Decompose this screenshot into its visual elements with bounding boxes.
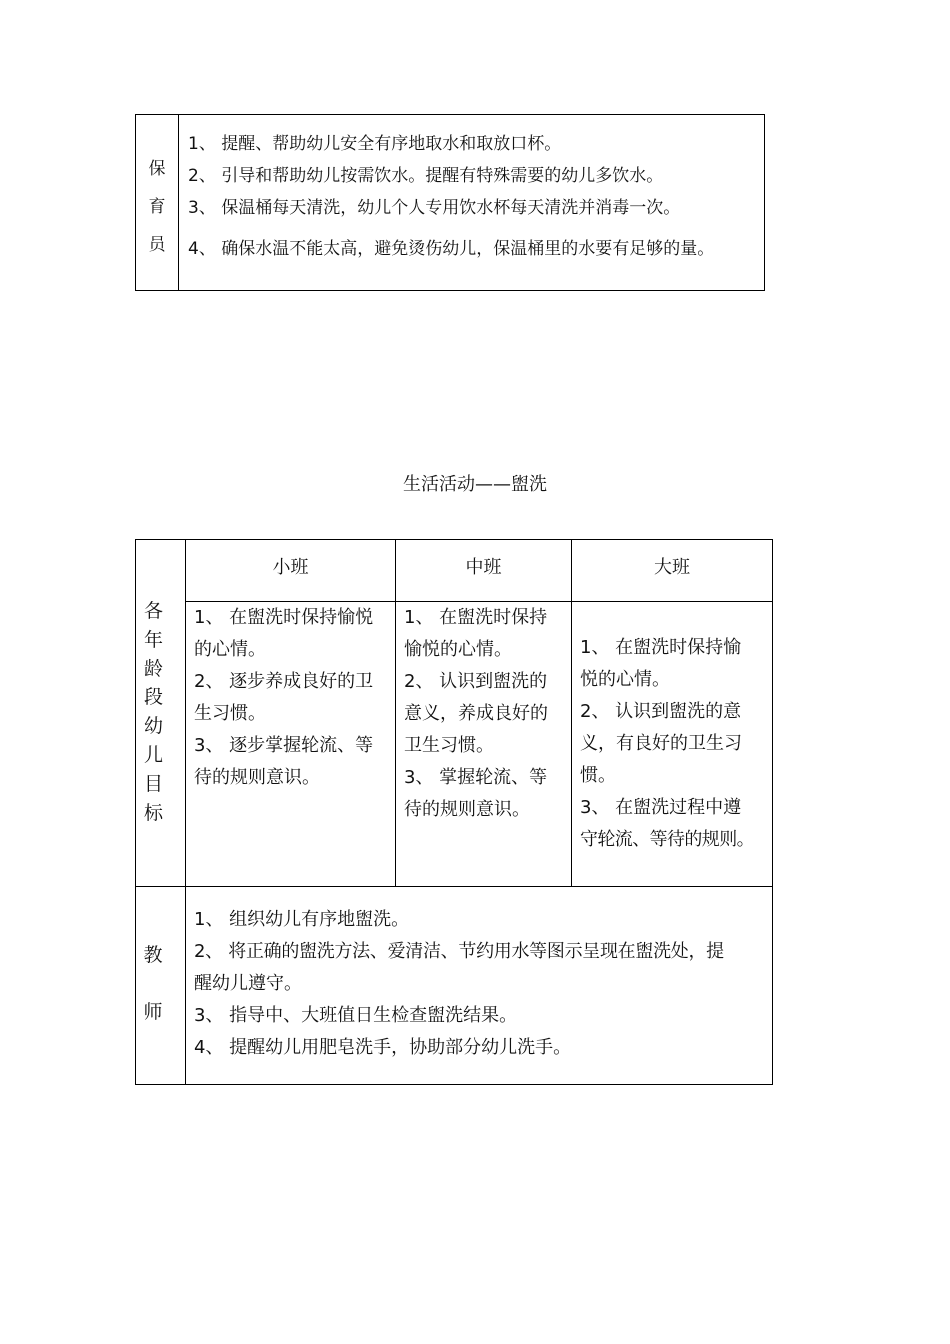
header-char: 幼 — [143, 715, 163, 738]
goal-line: 3、 在盥洗过程中遵 — [580, 797, 742, 818]
goal-line: 义，有良好的卫生习 — [580, 733, 742, 754]
goal-line: 2、 逐步养成良好的卫 — [194, 671, 374, 692]
duty-item: 2、 引导和帮助幼儿按需饮水。提醒有特殊需要的幼儿多饮水。 — [188, 166, 664, 186]
teacher-line: 1、 组织幼儿有序地盥洗。 — [194, 909, 410, 930]
goal-line: 3、 逐步掌握轮流、等 — [194, 735, 374, 756]
middle-class-goals — [404, 602, 548, 826]
teacher-line: 醒幼儿遵守。 — [194, 973, 302, 994]
teacher-line: 4、 提醒幼儿用肥皂洗手，协助部分幼儿洗手。 — [194, 1037, 572, 1058]
goal-line: 的心情。 — [194, 639, 266, 660]
header-char: 年 — [143, 628, 163, 651]
goal-line: 意义，养成良好的 — [404, 703, 548, 724]
header-char: 员 — [148, 235, 166, 255]
goal-line: 待的规则意识。 — [194, 767, 320, 788]
header-char: 育 — [148, 197, 166, 217]
header-char: 目 — [143, 772, 163, 795]
header-char: 保 — [148, 159, 166, 179]
teacher-duties — [194, 904, 724, 1064]
goal-line: 待的规则意识。 — [404, 799, 530, 820]
goal-line: 守轮流、等待的规则。 — [580, 829, 754, 850]
goal-line: 1、 在盥洗时保持愉悦 — [194, 607, 374, 628]
teacher-row-header-char: 师 — [143, 1001, 163, 1023]
column-header-small-class: 小班 — [272, 557, 309, 578]
duty-item: 1、 提醒、帮助幼儿安全有序地取水和取放口杯。 — [188, 134, 562, 154]
header-char: 段 — [143, 686, 163, 709]
goals-row-header — [136, 597, 171, 827]
goal-line: 卫生习惯。 — [404, 735, 494, 756]
column-header-middle-class: 中班 — [465, 557, 502, 578]
header-char: 龄 — [143, 657, 163, 680]
goal-line: 2、 认识到盥洗的意 — [580, 701, 742, 722]
teacher-line: 3、 指导中、大班值日生检查盥洗结果。 — [194, 1005, 518, 1026]
goal-line: 3、 掌握轮流、等 — [404, 767, 548, 788]
column-header-large-class: 大班 — [654, 557, 690, 578]
goal-line: 生习惯。 — [194, 703, 266, 724]
goal-line: 悦的心情。 — [580, 669, 670, 690]
goal-line: 1、 在盥洗时保持 — [404, 607, 548, 628]
small-class-goals — [194, 602, 373, 794]
goal-line: 2、 认识到盥洗的 — [404, 671, 548, 692]
teacher-line: 2、 将正确的盥洗方法、爱清洁、节约用水等图示呈现在盥洗处，提 — [194, 941, 724, 962]
childcare-worker-header — [136, 150, 178, 264]
goal-line: 惯。 — [580, 765, 616, 786]
section-title: 生活活动——盥洗 — [403, 474, 547, 495]
teacher-row-header-char: 教 — [143, 944, 163, 966]
goal-line: 1、 在盥洗时保持愉 — [580, 637, 742, 658]
large-class-goals — [580, 632, 754, 856]
duty-item: 3、 保温桶每天清洗，幼儿个人专用饮水杯每天清洗并消毒一次。 — [188, 198, 681, 218]
header-char: 儿 — [143, 743, 163, 766]
duty-item: 4、 确保水温不能太高，避免烫伤幼儿，保温桶里的水要有足够的量。 — [188, 239, 715, 259]
header-char: 标 — [143, 801, 163, 824]
goal-line: 愉悦的心情。 — [404, 639, 512, 660]
header-char: 各 — [143, 600, 163, 622]
